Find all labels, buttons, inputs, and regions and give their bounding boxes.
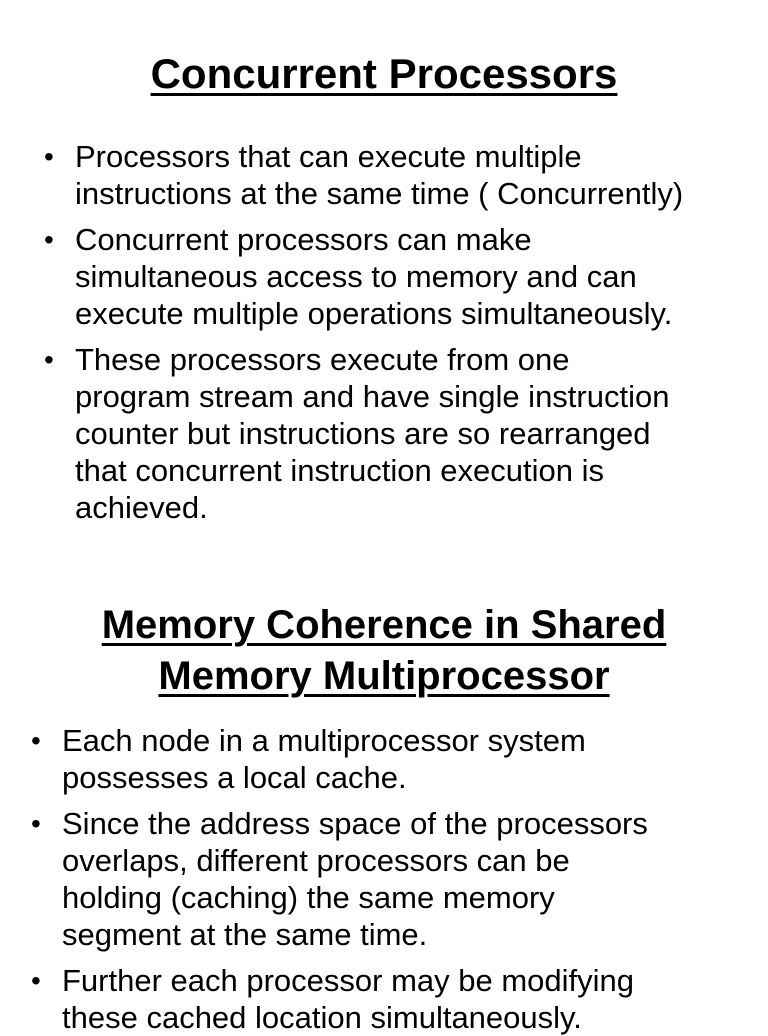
bullet-text: Processors that can execute multiple instructions at the same time ( Concurrently) <box>75 139 684 211</box>
bullet-icon: • <box>44 344 54 375</box>
bullet-item <box>0 221 768 332</box>
bullet-text: Concurrent processors can make simultaneous access to memory and can execute multiple operations simultaneously. <box>75 222 673 331</box>
bullet-list <box>0 98 768 526</box>
bullet-item <box>0 962 768 1036</box>
bullet-item <box>0 722 768 796</box>
bullet-item <box>0 138 768 212</box>
bullet-list <box>0 702 768 1036</box>
slide-title: Memory Coherence in Shared Memory Multiprocessor <box>101 603 667 698</box>
slide-memory-coherence <box>0 560 768 1035</box>
slide-title: Concurrent Processors <box>150 50 618 97</box>
bullet-icon: • <box>31 965 41 996</box>
bullet-icon: • <box>31 808 41 839</box>
bullet-icon: • <box>44 224 54 255</box>
bullet-icon: • <box>31 725 41 756</box>
bullet-icon: • <box>44 141 54 172</box>
bullet-text: Each node in a multiprocessor system possesses a local cache. <box>62 723 586 795</box>
bullet-item <box>0 805 768 953</box>
bullet-text: Further each processor may be modifying these cached location simultaneously. <box>62 963 635 1035</box>
bullet-item <box>0 341 768 526</box>
bullet-text: These processors execute from one program stream and have single instruction counter but instructions are so rearranged that concurrent instruction execution is achieved. <box>75 342 670 525</box>
bullet-text: Since the address space of the processors overlaps, different processors can be holding (caching) the same memory segment at the same time. <box>62 806 648 952</box>
